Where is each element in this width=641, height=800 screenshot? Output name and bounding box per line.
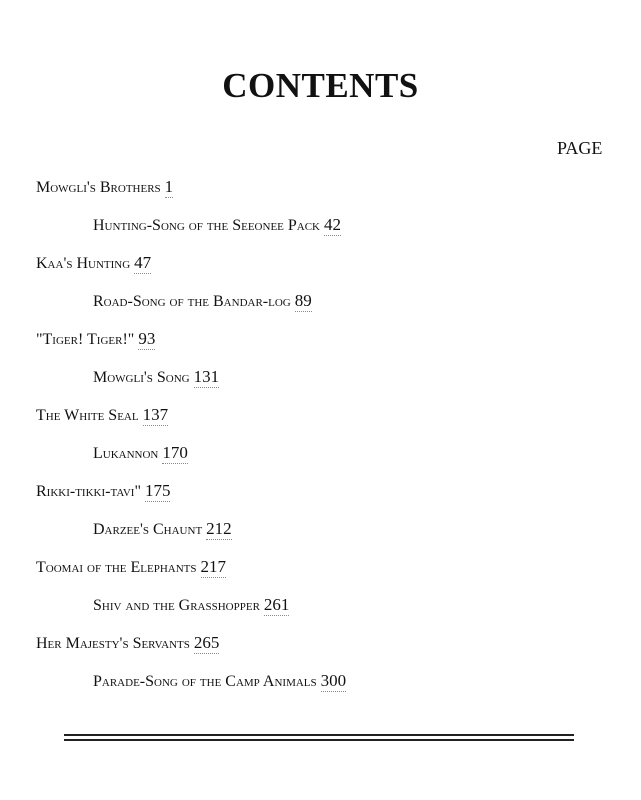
toc-entry [0, 516, 641, 554]
toc-entry [0, 554, 641, 592]
toc-page-link[interactable]: 261 [263, 595, 290, 614]
toc-entry-title: Mowgli's Song [93, 369, 190, 386]
divider-rule-bottom [64, 739, 574, 741]
toc-page-link[interactable]: 131 [193, 367, 220, 386]
toc-entry-title: Mowgli's Brothers [36, 179, 161, 196]
toc-page-link[interactable]: 175 [144, 481, 171, 500]
toc-page-link[interactable]: 93 [138, 329, 156, 348]
table-of-contents [0, 174, 641, 706]
toc-entry [0, 668, 641, 706]
toc-entry-title: Lukannon [93, 445, 159, 462]
toc-entry-title: Rikki-tikki-tavi" [36, 483, 141, 500]
toc-entry [0, 212, 641, 250]
toc-entry [0, 288, 641, 326]
page-title: CONTENTS [222, 66, 419, 105]
toc-entry [0, 250, 641, 288]
toc-entry [0, 630, 641, 668]
toc-page-link[interactable]: 1 [164, 177, 174, 196]
toc-entry [0, 326, 641, 364]
toc-page-link[interactable]: 300 [320, 671, 347, 690]
toc-page-link[interactable]: 212 [206, 519, 232, 538]
toc-page-link[interactable]: 89 [294, 291, 312, 310]
toc-entry [0, 364, 641, 402]
toc-entry-title: Her Majesty's Servants [36, 635, 190, 652]
toc-page-link[interactable]: 42 [324, 215, 342, 234]
toc-entry [0, 440, 641, 478]
toc-entry-title: Road-Song of the Bandar-log [93, 293, 291, 310]
toc-page-link[interactable]: 47 [134, 253, 152, 272]
toc-entry-title: Shiv and the Grasshopper [93, 597, 260, 614]
toc-page-link[interactable]: 170 [162, 443, 188, 462]
toc-entry [0, 592, 641, 630]
divider-rule-top [64, 734, 574, 736]
toc-entry [0, 174, 641, 212]
toc-entry-title: Kaa's Hunting [36, 255, 131, 272]
toc-entry-title: Hunting-Song of the Seeonee Pack [93, 217, 321, 234]
toc-entry-title: Toomai of the Elephants [36, 559, 197, 576]
toc-entry [0, 402, 641, 440]
toc-entry [0, 478, 641, 516]
toc-entry-title: Parade-Song of the Camp Animals [93, 673, 317, 690]
toc-page-link[interactable]: 137 [142, 405, 169, 424]
toc-page-link[interactable]: 217 [200, 557, 226, 576]
toc-entry-title: Darzee's Chaunt [93, 521, 203, 538]
toc-entry-title: "Tiger! Tiger!" [36, 331, 135, 348]
toc-entry-title: The White Seal [36, 407, 139, 424]
toc-page-link[interactable]: 265 [193, 633, 220, 652]
page-column-header: PAGE [557, 138, 603, 158]
